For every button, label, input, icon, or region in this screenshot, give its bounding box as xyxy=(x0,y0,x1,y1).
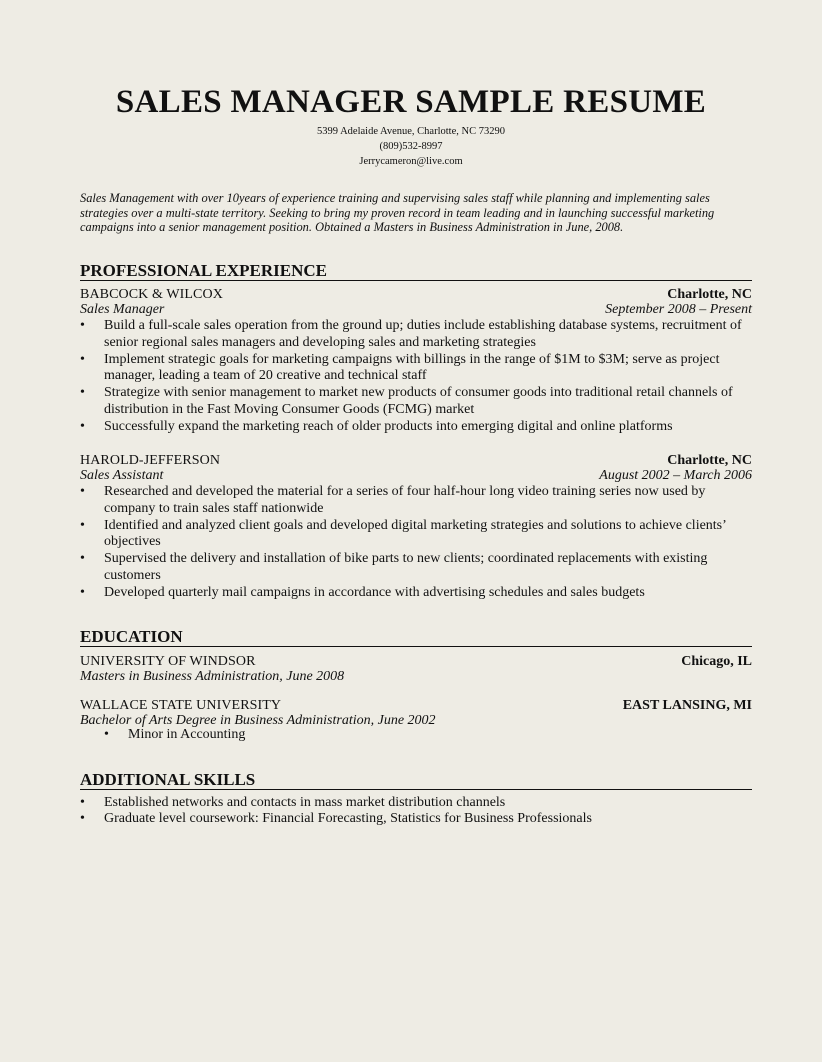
job-dates: September 2008 – Present xyxy=(605,302,752,317)
list-item xyxy=(80,727,752,743)
education-heading: EDUCATION xyxy=(80,628,752,647)
school-degree: Bachelor of Arts Degree in Business Administration, June 2002 xyxy=(80,713,436,728)
list-item-text: Build a full-scale sales operation from the ground up; duties include establishing database systems, recruitment of senior regional sales managers and developing sales and marketing strategies xyxy=(104,318,742,350)
job-bullet-list xyxy=(80,484,752,602)
bullet-icon: • xyxy=(80,584,85,600)
school-name: WALLACE STATE UNIVERSITY xyxy=(80,698,282,713)
list-item-text: Successfully expand the marketing reach of older products into emerging digital and online platforms xyxy=(104,418,673,434)
job-subheader xyxy=(80,468,752,484)
school-location: Chicago, IL xyxy=(681,654,752,669)
page-title: SALES MANAGER SAMPLE RESUME xyxy=(115,84,707,120)
list-item-text: Implement strategic goals for marketing campaigns with billings in the range of $1M to $3M; serve as project manager, leading a team of 20 creative and technical staff xyxy=(104,351,720,384)
list-item-text: Minor in Accounting xyxy=(128,727,246,742)
job-company: HAROLD-JEFFERSON xyxy=(80,453,221,468)
bullet-icon: • xyxy=(80,484,85,499)
summary-paragraph: Sales Management with over 10years of experience training and supervising sales staff while planning and implementing sales strategies over a multi-state territory. Seeking to bring my proven record in team leading and in launching successful marketing campaigns into a senior management position. Obtained a Masters in Business Administration in June, 2008. xyxy=(80,191,715,235)
list-item xyxy=(80,385,752,419)
school-header xyxy=(80,654,752,670)
bullet-icon: • xyxy=(80,795,85,810)
bullet-icon: • xyxy=(80,318,85,333)
list-item xyxy=(80,811,752,827)
bullet-icon: • xyxy=(80,551,85,567)
school-header xyxy=(80,698,752,714)
bullet-icon: • xyxy=(80,810,85,826)
list-item xyxy=(80,518,752,552)
job-dates: August 2002 – March 2006 xyxy=(599,468,752,483)
bullet-icon: • xyxy=(80,351,85,367)
experience-heading: PROFESSIONAL EXPERIENCE xyxy=(80,262,752,281)
job-role: Sales Manager xyxy=(80,302,165,317)
school-name: UNIVERSITY OF WINDSOR xyxy=(80,654,256,669)
list-item-text: Developed quarterly mail campaigns in accordance with advertising schedules and sales budgets xyxy=(104,584,645,600)
list-item xyxy=(80,795,752,811)
list-item xyxy=(80,352,752,386)
skills-bullet-list xyxy=(80,795,752,826)
job-company: BABCOCK & WILCOX xyxy=(80,287,223,302)
school-degree: Masters in Business Administration, June 2008 xyxy=(80,669,345,684)
contact-address: 5399 Adelaide Avenue, Charlotte, NC 73290 xyxy=(317,126,505,137)
list-item xyxy=(80,585,752,602)
list-item-text: Researched and developed the material for a series of four half-hour long video training series now used by company to train sales staff nationwide xyxy=(104,484,706,516)
bullet-icon: • xyxy=(104,727,109,742)
contact-phone: (809)532-8997 xyxy=(379,141,443,152)
list-item xyxy=(80,419,752,436)
job-header xyxy=(80,453,752,469)
list-item-text: Graduate level coursework: Financial Forecasting, Statistics for Business Professionals xyxy=(104,810,592,826)
bullet-icon: • xyxy=(80,418,85,434)
school-bullet-list xyxy=(80,727,752,743)
list-item xyxy=(80,318,752,352)
list-item xyxy=(80,551,752,585)
list-item-text: Established networks and contacts in mass market distribution channels xyxy=(104,795,506,810)
job-subheader xyxy=(80,302,752,318)
skills-heading: ADDITIONAL SKILLS xyxy=(80,771,752,790)
bullet-icon: • xyxy=(80,385,85,401)
school-degree-row xyxy=(80,669,752,685)
school-location: EAST LANSING, MI xyxy=(622,698,752,713)
job-location: Charlotte, NC xyxy=(667,287,752,302)
job-header xyxy=(80,287,752,303)
job-role: Sales Assistant xyxy=(80,468,164,483)
list-item-text: Identified and analyzed client goals and developed digital marketing strategies and solutions to achieve clients’ objectives xyxy=(104,517,726,550)
job-location: Charlotte, NC xyxy=(667,453,752,468)
list-item xyxy=(80,484,752,518)
list-item-text: Strategize with senior management to market new products of consumer goods into traditional retail channels of distribution in the Fast Moving Consumer Goods (FCMG) market xyxy=(104,385,733,417)
job-bullet-list xyxy=(80,318,752,436)
contact-email: Jerrycameron@live.com xyxy=(359,156,463,167)
list-item-text: Supervised the delivery and installation of bike parts to new clients; coordinated replacements with existing customers xyxy=(104,551,708,583)
bullet-icon: • xyxy=(80,517,85,533)
